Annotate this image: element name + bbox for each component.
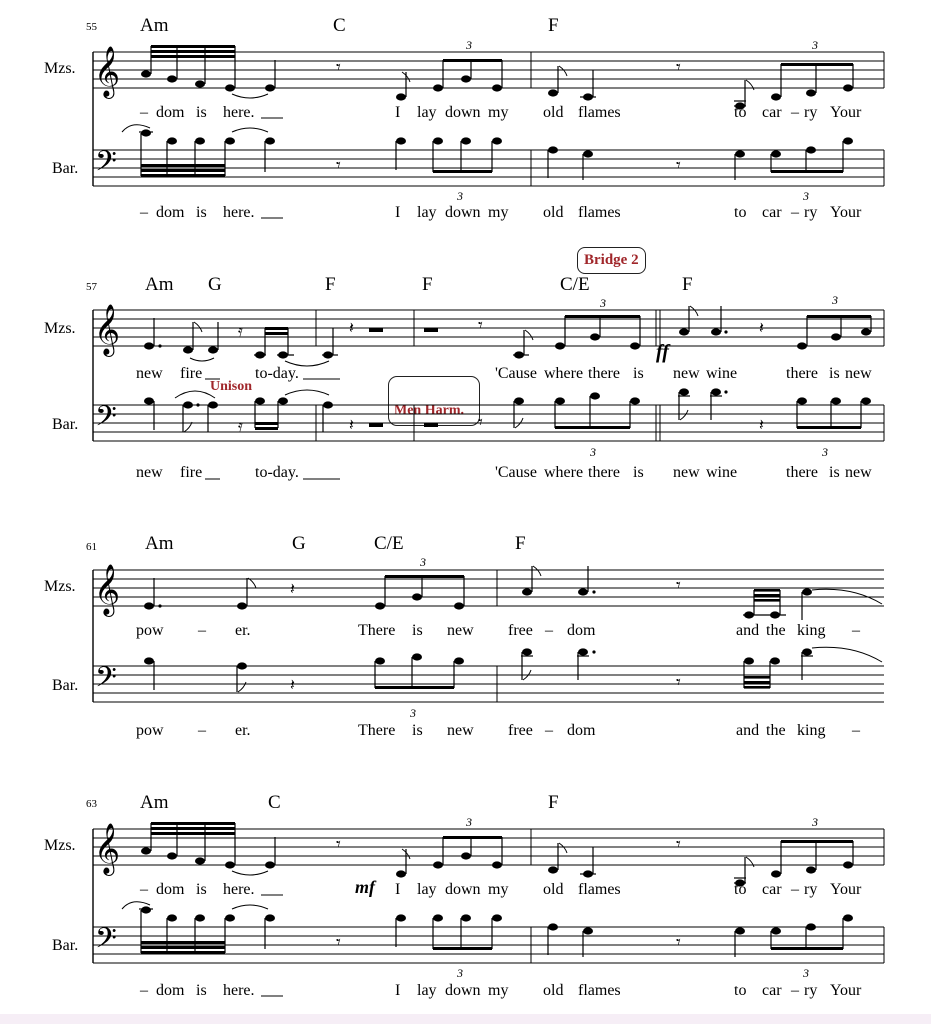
- lyric-syllable: is: [412, 722, 423, 739]
- lyric-syllable: There: [358, 622, 396, 639]
- svg-text:𝄽: 𝄽: [290, 677, 295, 694]
- men-harm-text: Men Harm.: [394, 403, 464, 418]
- lyric-syllable: ry: [804, 104, 818, 121]
- lyric-syllable: car: [762, 204, 782, 221]
- svg-text:𝄞: 𝄞: [94, 304, 121, 355]
- triplet-mark: 3: [803, 966, 809, 980]
- svg-text:𝄿: 𝄿: [238, 323, 243, 340]
- triplet-mark: 3: [457, 189, 463, 203]
- lyric-syllable: Your: [830, 204, 862, 221]
- svg-text:𝄽: 𝄽: [759, 320, 764, 337]
- lyric-syllable: ry: [804, 982, 818, 999]
- chord-symbol: F: [548, 15, 559, 36]
- lyric-syllable: new: [673, 365, 700, 382]
- svg-text:𝄢: 𝄢: [95, 145, 117, 185]
- lyric-syllable: and: [736, 622, 760, 639]
- dynamic-marking: mf: [355, 877, 375, 897]
- lyric-syllable: –: [545, 622, 553, 639]
- triplet-mark: 3: [457, 966, 463, 980]
- lyric-syllable: to-day.: [255, 365, 299, 382]
- lyric-syllable: I: [395, 104, 401, 121]
- lyric-syllable: to: [734, 881, 747, 898]
- lyric-syllable: lay: [417, 881, 437, 898]
- lyric-syllable: my: [488, 881, 509, 898]
- svg-text:𝄾: 𝄾: [676, 834, 681, 854]
- lyric-syllable: pow: [136, 722, 164, 739]
- lyric-syllable: is: [412, 622, 423, 639]
- triplet-mark: 3: [822, 445, 828, 459]
- svg-text:𝄽: 𝄽: [759, 417, 764, 434]
- lyric-syllable: down: [445, 881, 481, 898]
- lyric-syllable: free: [508, 722, 533, 739]
- svg-text:𝄽: 𝄽: [349, 320, 354, 337]
- lyric-syllable: where: [544, 464, 584, 481]
- lyric-syllable: to: [734, 204, 747, 221]
- lyric-syllable: old: [543, 982, 564, 999]
- lyric-syllable: –: [791, 881, 799, 898]
- chord-symbol: C/E: [374, 533, 404, 554]
- lyric-syllable: lay: [417, 204, 437, 221]
- chord-symbol: C: [333, 15, 346, 36]
- lyric-syllable: there: [786, 365, 818, 382]
- lyric-syllable: to: [734, 104, 747, 121]
- lyric-syllable: is: [829, 365, 840, 382]
- instrument-label-lower: Bar.: [52, 416, 79, 433]
- measure-number: 61: [86, 541, 97, 553]
- lyric-syllable: –: [791, 104, 799, 121]
- lyric-syllable: my: [488, 204, 509, 221]
- lyric-syllable: down: [445, 104, 481, 121]
- lyric-syllable: the: [766, 722, 786, 739]
- svg-text:𝄾: 𝄾: [676, 57, 681, 77]
- lyric-syllable: ry: [804, 881, 818, 898]
- lyric-syllable: –: [198, 622, 206, 639]
- lyric-syllable: –: [791, 982, 799, 999]
- svg-text:𝄞: 𝄞: [94, 46, 121, 97]
- svg-text:𝄞: 𝄞: [94, 564, 121, 615]
- svg-text:𝄾: 𝄾: [478, 412, 483, 432]
- lyric-syllable: Your: [830, 881, 862, 898]
- lyric-syllable: king: [797, 622, 826, 639]
- svg-text:𝄾: 𝄾: [676, 155, 681, 175]
- measure-number: 57: [86, 281, 97, 293]
- triplet-mark: 3: [466, 815, 472, 829]
- triplet-mark: 3: [600, 296, 606, 310]
- lyric-syllable: down: [445, 204, 481, 221]
- lyric-syllable: –: [198, 722, 206, 739]
- triplet-mark: 3: [812, 815, 818, 829]
- svg-text:𝄾: 𝄾: [676, 932, 681, 952]
- lyric-syllable: –: [852, 622, 860, 639]
- instrument-label-lower: Bar.: [52, 937, 79, 954]
- lyric-syllable: new: [136, 365, 163, 382]
- lyric-syllable: dom: [156, 104, 185, 121]
- lyric-syllable: there: [786, 464, 818, 481]
- rehearsal-mark: Bridge 2: [577, 247, 646, 274]
- lyric-syllable: –: [545, 722, 553, 739]
- lyric-syllable: is: [633, 464, 644, 481]
- lyric-syllable: there: [588, 464, 620, 481]
- lyric-syllable: new: [447, 622, 474, 639]
- lyric-syllable: down: [445, 982, 481, 999]
- lyric-syllable: I: [395, 881, 401, 898]
- triplet-mark: 3: [466, 38, 472, 52]
- triplet-mark: 3: [832, 293, 838, 307]
- instrument-label-upper: Mzs.: [44, 578, 76, 595]
- lyric-syllable: there: [588, 365, 620, 382]
- lyric-syllable: –: [140, 204, 148, 221]
- svg-text:𝄾: 𝄾: [336, 155, 341, 175]
- svg-text:𝄾: 𝄾: [676, 575, 681, 595]
- instrument-label-upper: Mzs.: [44, 320, 76, 337]
- chord-symbol: Am: [140, 15, 169, 36]
- lyric-syllable: car: [762, 982, 782, 999]
- chord-symbol: F: [422, 274, 433, 295]
- lyric-syllable: Your: [830, 982, 862, 999]
- lyric-syllable: I: [395, 204, 401, 221]
- triplet-mark: 3: [420, 555, 426, 569]
- lyric-syllable: and: [736, 722, 760, 739]
- chord-symbol: G: [292, 533, 306, 554]
- instrument-label-upper: Mzs.: [44, 60, 76, 77]
- chord-symbol: G: [208, 274, 222, 295]
- lyric-syllable: is: [196, 881, 207, 898]
- lyric-syllable: 'Cause: [495, 464, 537, 481]
- dynamic-marking: ff: [656, 341, 669, 363]
- lyric-syllable: fire: [180, 464, 203, 481]
- chord-symbol: F: [682, 274, 693, 295]
- lyric-syllable: flames: [578, 204, 621, 221]
- chord-symbol: F: [548, 792, 559, 813]
- chord-symbol: F: [325, 274, 336, 295]
- lyric-syllable: is: [196, 104, 207, 121]
- lyric-syllable: –: [140, 881, 148, 898]
- lyric-syllable: flames: [578, 982, 621, 999]
- lyric-syllable: new: [673, 464, 700, 481]
- page-bottom-edge: [0, 1014, 931, 1024]
- lyric-syllable: flames: [578, 881, 621, 898]
- lyric-syllable: dom: [567, 622, 596, 639]
- triplet-mark: 3: [812, 38, 818, 52]
- measure-number: 55: [86, 21, 97, 33]
- chord-symbol: Am: [140, 792, 169, 813]
- chord-symbol: C/E: [560, 274, 590, 295]
- chord-symbol: Am: [145, 274, 174, 295]
- lyric-syllable: ry: [804, 204, 818, 221]
- lyric-syllable: old: [543, 204, 564, 221]
- lyric-syllable: 'Cause: [495, 365, 537, 382]
- svg-text:𝄾: 𝄾: [336, 57, 341, 77]
- svg-text:𝄽: 𝄽: [290, 581, 295, 598]
- lyric-syllable: dom: [156, 881, 185, 898]
- lyric-syllable: old: [543, 881, 564, 898]
- lyric-syllable: new: [845, 464, 872, 481]
- lyric-syllable: the: [766, 622, 786, 639]
- svg-text:𝄢: 𝄢: [95, 661, 117, 701]
- instrument-label-lower: Bar.: [52, 677, 79, 694]
- svg-text:𝄾: 𝄾: [478, 315, 483, 335]
- lyric-syllable: is: [633, 365, 644, 382]
- unison-label: Unison: [210, 379, 253, 394]
- lyric-syllable: old: [543, 104, 564, 121]
- lyric-syllable: lay: [417, 982, 437, 999]
- lyric-syllable: car: [762, 881, 782, 898]
- lyric-syllable: car: [762, 104, 782, 121]
- lyric-syllable: er.: [235, 722, 251, 739]
- lyric-syllable: –: [852, 722, 860, 739]
- svg-text:𝄾: 𝄾: [676, 672, 681, 692]
- svg-text:𝄽: 𝄽: [349, 417, 354, 434]
- lyric-syllable: king: [797, 722, 826, 739]
- lyric-syllable: –: [140, 104, 148, 121]
- lyric-syllable: is: [829, 464, 840, 481]
- measure-number: 63: [86, 798, 97, 810]
- lyric-syllable: lay: [417, 104, 437, 121]
- lyric-syllable: to: [734, 982, 747, 999]
- lyric-syllable: here.: [223, 204, 255, 221]
- lyric-syllable: dom: [156, 204, 185, 221]
- lyric-syllable: –: [791, 204, 799, 221]
- chord-symbol: Am: [145, 533, 174, 554]
- lyric-syllable: is: [196, 982, 207, 999]
- lyric-syllable: here.: [223, 982, 255, 999]
- lyric-syllable: my: [488, 982, 509, 999]
- lyric-syllable: here.: [223, 104, 255, 121]
- chord-symbol: F: [515, 533, 526, 554]
- lyric-syllable: wine: [706, 464, 738, 481]
- instrument-label-lower: Bar.: [52, 160, 79, 177]
- lyric-syllable: to-day.: [255, 464, 299, 481]
- svg-text:𝄢: 𝄢: [95, 922, 117, 962]
- lyric-syllable: There: [358, 722, 396, 739]
- lyric-syllable: fire: [180, 365, 203, 382]
- triplet-mark: 3: [590, 445, 596, 459]
- lyric-syllable: er.: [235, 622, 251, 639]
- lyric-syllable: I: [395, 982, 401, 999]
- svg-text:𝄾: 𝄾: [336, 834, 341, 854]
- lyric-syllable: my: [488, 104, 509, 121]
- lyric-syllable: –: [140, 982, 148, 999]
- lyric-syllable: wine: [706, 365, 738, 382]
- svg-text:𝄢: 𝄢: [95, 400, 117, 440]
- lyric-syllable: new: [845, 365, 872, 382]
- svg-text:𝄞: 𝄞: [94, 823, 121, 874]
- svg-text:𝄿: 𝄿: [238, 418, 243, 435]
- lyric-syllable: where: [544, 365, 584, 382]
- triplet-mark: 3: [803, 189, 809, 203]
- lyric-syllable: here.: [223, 881, 255, 898]
- lyric-syllable: dom: [567, 722, 596, 739]
- chord-symbol: C: [268, 792, 281, 813]
- triplet-mark: 3: [410, 706, 416, 720]
- lyric-syllable: new: [136, 464, 163, 481]
- lyric-syllable: free: [508, 622, 533, 639]
- lyric-syllable: dom: [156, 982, 185, 999]
- lyric-syllable: new: [447, 722, 474, 739]
- lyric-syllable: pow: [136, 622, 164, 639]
- lyric-syllable: flames: [578, 104, 621, 121]
- instrument-label-upper: Mzs.: [44, 837, 76, 854]
- svg-text:𝄾: 𝄾: [336, 932, 341, 952]
- lyric-syllable: Your: [830, 104, 862, 121]
- lyric-syllable: is: [196, 204, 207, 221]
